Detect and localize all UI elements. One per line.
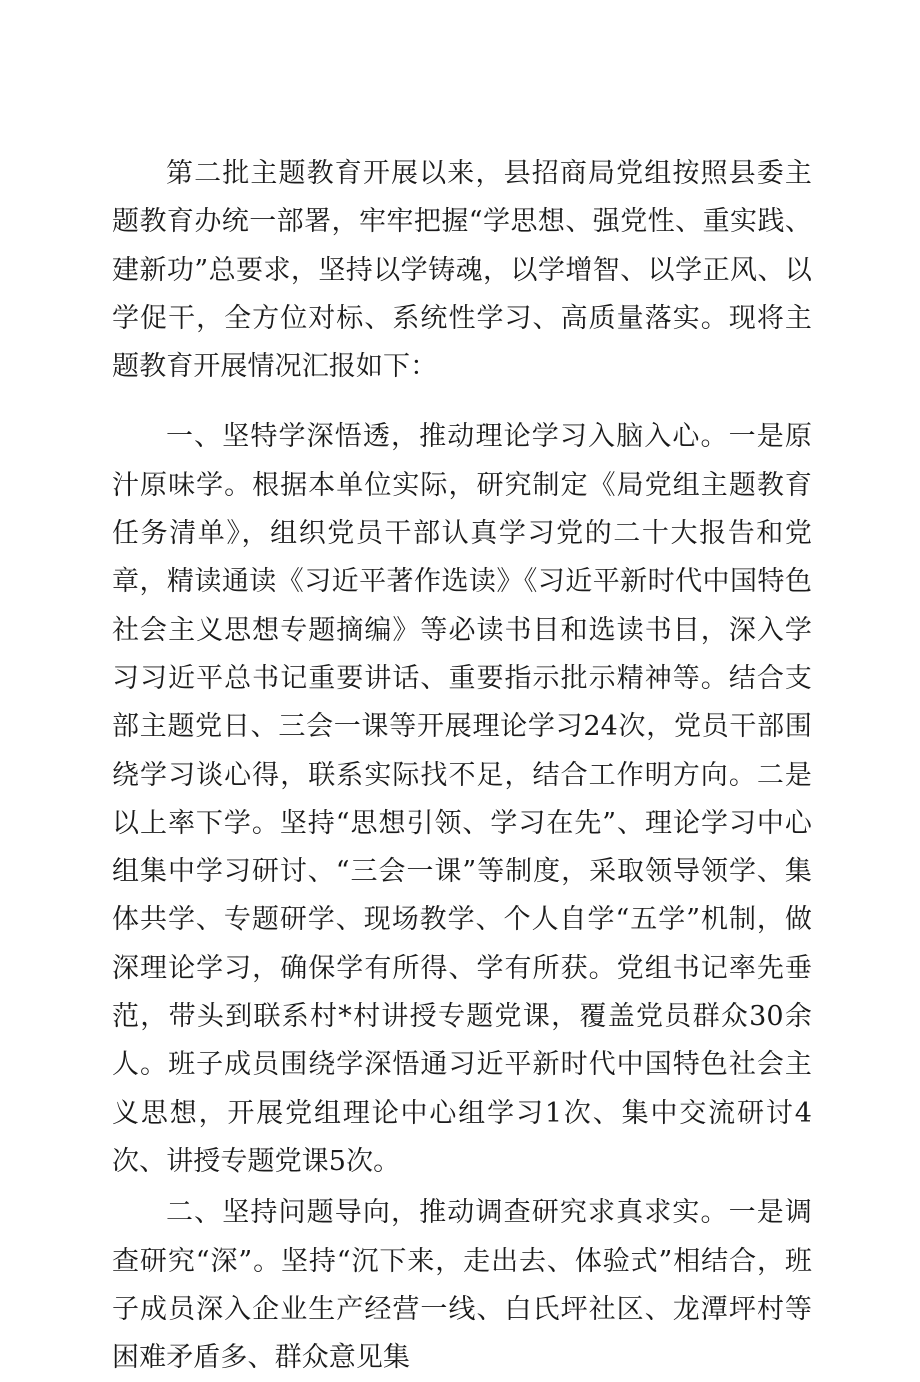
paragraph-intro: 第二批主题教育开展以来，县招商局党组按照县委主题教育办统一部署，牢牢把握“学思想、强党性、重实践、建新功”总要求，坚持以学铸魂，以学增智、以学正风、以学促干，全方位对标、系统性学习、高质量落实。现将主题教育开展情况汇报如下： — [112, 158, 812, 383]
paragraph-section-two: 二、坚持问题导向，推动调查研究求真求实。一是调查研究“深”。坚持“沉下来，走出去、体验式”相结合，班子成员深入企业生产经营一线、白氏坪社区、龙潭坪村等困难矛盾多、群众意见集 — [112, 1197, 812, 1374]
paragraph-section-one: 一、坚特学深悟透，推动理论学习入脑入心。一是原汁原味学。根据本单位实际，研究制定《局党组主题教育任务清单》，组织党员干部认真学习党的二十大报告和党章，精读通读《习近平著作选读》《习近平新时代中国特色社会主义思想专题摘编》等必读书目和选读书目，深入学习习近平总书记重要讲话、重要指示批示精神等。结合支部主题党日、三会一课等开展理论学习24次，党员干部围绕学习谈心得，联系实际找不足，结合工作明方向。二是以上率下学。坚持“思想引领、学习在先”、理论学习中心组集中学习研讨、“三会一课”等制度，采取领导领学、集体共学、专题研学、现场教学、个人自学“五学”机制，做深理论学习，确保学有所得、学有所获。党组书记率先垂范，带头到联系村*村讲授专题党课，覆盖党员群众30余人。班子成员围绕学深悟通习近平新时代中国特色社会主义思想，开展党组理论中心组学习1次、集中交流研讨4次、讲授专题党课5次。 — [112, 421, 812, 1177]
document-body — [112, 150, 812, 1382]
